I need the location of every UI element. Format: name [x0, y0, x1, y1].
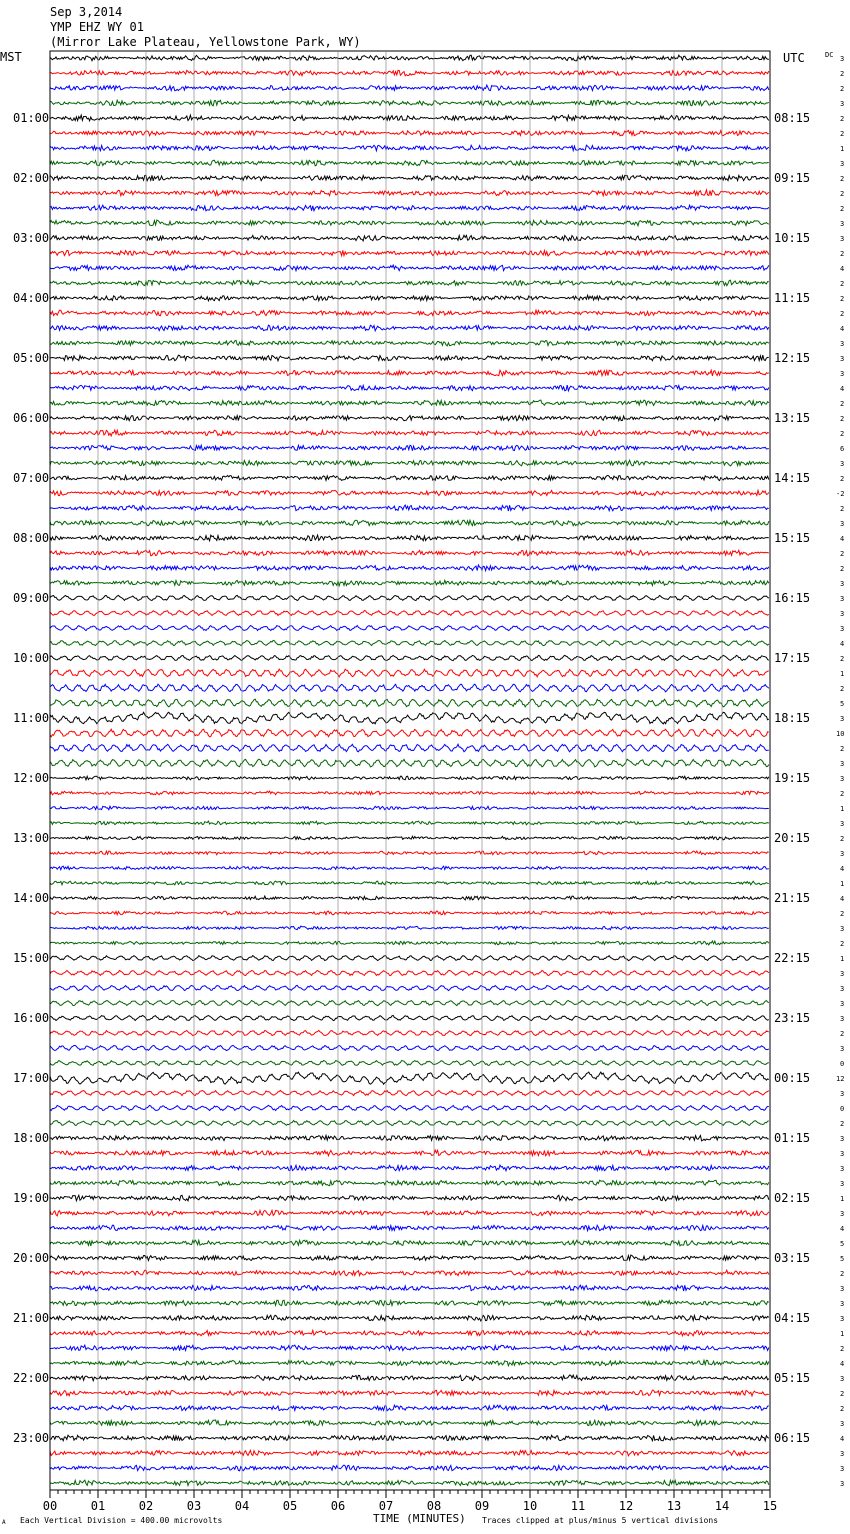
- utc-hour-label: 12:15: [774, 351, 811, 365]
- header-date: Sep 3,2014: [50, 5, 123, 19]
- utc-hour-label: 23:15: [774, 1011, 811, 1025]
- dc-offset-label: 2: [840, 175, 845, 183]
- trace-row: [50, 881, 769, 885]
- dc-offset-label: 3: [840, 1285, 845, 1293]
- dc-offset-label: 3: [840, 1045, 845, 1053]
- trace-row: [50, 611, 769, 616]
- dc-offset-label: 3: [840, 820, 845, 828]
- dc-offset-label: 3: [840, 55, 845, 63]
- dc-offset-label: 2: [840, 685, 845, 693]
- trace-row: [50, 115, 769, 121]
- trace-row: [50, 250, 769, 256]
- trace-row: [50, 1465, 769, 1471]
- trace-row: [50, 1480, 769, 1486]
- dc-offset-label: 2: [840, 1030, 845, 1038]
- trace-row: [50, 776, 769, 780]
- dc-offset-label: 1: [840, 1195, 845, 1203]
- trace-row: [50, 712, 769, 724]
- trace-row: [50, 1061, 769, 1066]
- dc-offset-label: 4: [840, 865, 845, 873]
- mst-hour-label: 17:00: [13, 1071, 50, 1085]
- trace-row: [50, 145, 769, 151]
- x-tick-label: 09: [474, 1499, 490, 1513]
- dc-offset-label: 0: [840, 1060, 845, 1068]
- dc-offset-label: 4: [840, 1435, 845, 1443]
- mst-hour-label: 16:00: [13, 1011, 50, 1025]
- trace-row: [50, 1046, 769, 1051]
- dc-offset-label: 3: [840, 970, 845, 978]
- dc-offset-label: 3: [840, 235, 845, 243]
- dc-offset-label: 2: [840, 1390, 845, 1398]
- x-tick-label: 10: [522, 1499, 538, 1513]
- dc-offset-label: 3: [840, 985, 845, 993]
- trace-row: [50, 1405, 769, 1411]
- dc-offset-label: 3: [840, 1300, 845, 1308]
- trace-row: [50, 699, 769, 707]
- dc-offset-label: 2: [840, 745, 845, 753]
- trace-row: [50, 1375, 769, 1381]
- dc-offset-label: 2: [840, 310, 845, 318]
- dc-offset-label: 2: [840, 70, 845, 78]
- trace-row: [50, 956, 769, 961]
- trace-area: [50, 55, 769, 1486]
- trace-row: [50, 430, 769, 436]
- x-tick-label: 03: [186, 1499, 202, 1513]
- trace-row: [50, 55, 769, 61]
- header-station: YMP EHZ WY 01: [50, 20, 144, 34]
- dc-offset-label: 3: [840, 1165, 845, 1173]
- dc-offset-label: 3: [840, 355, 845, 363]
- utc-hour-labels: [774, 51, 810, 1445]
- trace-row: [50, 1330, 769, 1335]
- dc-offset-label: 4: [840, 640, 845, 648]
- dc-offset-label: 1: [840, 880, 845, 888]
- dc-offset-label: 1: [840, 1330, 845, 1338]
- dc-offset-label: 2: [840, 1345, 845, 1353]
- trace-row: [50, 310, 769, 316]
- mst-hour-label: 02:00: [13, 171, 50, 185]
- trace-row: [50, 340, 769, 346]
- utc-hour-label: 01:15: [774, 1131, 811, 1145]
- dc-offset-label: 3: [840, 1015, 845, 1023]
- dc-offset-label: 3: [840, 370, 845, 378]
- x-tick-label: 08: [426, 1499, 442, 1513]
- mst-hour-label: 21:00: [13, 1311, 50, 1325]
- dc-offset-label: 2: [840, 550, 845, 558]
- x-axis: [43, 1490, 777, 1513]
- dc-offset-label: 3: [840, 340, 845, 348]
- trace-row: [50, 941, 769, 945]
- dc-offset-label: 2: [840, 85, 845, 93]
- dc-offset-label: 3: [840, 775, 845, 783]
- dc-offset-label: 2: [840, 115, 845, 123]
- dc-offset-label: 3: [840, 760, 845, 768]
- utc-hour-label: 16:15: [774, 591, 811, 605]
- trace-row: [50, 791, 769, 795]
- trace-row: [50, 235, 769, 241]
- trace-row: [50, 1120, 769, 1125]
- dc-offset-label: 4: [840, 265, 845, 273]
- dc-offset-label: 2: [840, 430, 845, 438]
- dc-offset-label: 4: [840, 385, 845, 393]
- trace-row: [50, 505, 769, 511]
- dc-offset-label: 1: [840, 805, 845, 813]
- trace-row: [50, 595, 769, 600]
- trace-row: [50, 1001, 769, 1006]
- trace-row: [50, 1255, 769, 1260]
- utc-hour-label: 20:15: [774, 831, 811, 845]
- mst-hour-label: 10:00: [13, 651, 50, 665]
- x-tick-label: 15: [762, 1499, 778, 1513]
- trace-row: [50, 896, 769, 900]
- dc-offset-label: 2: [840, 940, 845, 948]
- dc-offset-label: 3: [840, 1315, 845, 1323]
- dc-offset-label: 3: [840, 1090, 845, 1098]
- x-tick-label: 11: [570, 1499, 586, 1513]
- x-tick-label: 13: [666, 1499, 682, 1513]
- trace-row: [50, 490, 769, 495]
- dc-offset-label: 4: [840, 1360, 845, 1368]
- dc-offset-label: 3: [840, 1375, 845, 1383]
- mst-hour-label: 13:00: [13, 831, 50, 845]
- trace-row: [50, 866, 769, 870]
- trace-row: [50, 1420, 769, 1426]
- mst-hour-label: 08:00: [13, 531, 50, 545]
- dc-offset-label: 2: [840, 790, 845, 798]
- dc-offset-label: 3: [840, 460, 845, 468]
- dc-offset-label: 3: [840, 520, 845, 528]
- dc-offset-label: 2: [840, 910, 845, 918]
- dc-offset-label: 3: [840, 625, 845, 633]
- dc-offset-labels: [836, 55, 844, 1488]
- dc-offset-label: 3: [840, 1465, 845, 1473]
- dc-offset-label: 3: [840, 1150, 845, 1158]
- trace-row: [50, 400, 769, 405]
- trace-row: [50, 295, 769, 301]
- utc-hour-label: 03:15: [774, 1251, 811, 1265]
- dc-offset-label: 3: [840, 850, 845, 858]
- trace-row: [50, 100, 769, 106]
- dc-offset-label: 2: [840, 1270, 845, 1278]
- trace-row: [50, 1105, 769, 1110]
- trace-row: [50, 385, 769, 391]
- trace-row: [50, 1270, 769, 1276]
- trace-row: [50, 1240, 769, 1246]
- trace-row: [50, 836, 769, 840]
- dc-offset-label: 4: [840, 1225, 845, 1233]
- utc-hour-label: 10:15: [774, 231, 811, 245]
- trace-row: [50, 1300, 769, 1306]
- mst-hour-label: 15:00: [13, 951, 50, 965]
- mst-hour-label: 22:00: [13, 1371, 50, 1385]
- x-tick-label: 04: [234, 1499, 250, 1513]
- trace-row: [50, 1435, 769, 1441]
- mst-hour-label: 03:00: [13, 231, 50, 245]
- dc-offset-label: 2: [840, 835, 845, 843]
- dc-offset-label: 2: [840, 205, 845, 213]
- trace-row: [50, 1016, 769, 1021]
- x-tick-label: 14: [714, 1499, 730, 1513]
- mst-hour-label: 05:00: [13, 351, 50, 365]
- mst-hour-label: 20:00: [13, 1251, 50, 1265]
- dc-offset-label: 2: [840, 655, 845, 663]
- trace-row: [50, 1195, 769, 1201]
- dc-offset-label: 4: [840, 535, 845, 543]
- dc-offset-label: 4: [840, 325, 845, 333]
- mst-hour-label: 06:00: [13, 411, 50, 425]
- dc-offset-label: 3: [840, 925, 845, 933]
- trace-row: [50, 325, 769, 331]
- dc-offset-label: 2: [840, 415, 845, 423]
- utc-hour-label: 17:15: [774, 651, 811, 665]
- dc-offset-label: 3: [840, 160, 845, 168]
- mst-hour-label: 14:00: [13, 891, 50, 905]
- dc-offset-label: 2: [840, 400, 845, 408]
- utc-hour-label: 06:15: [774, 1431, 811, 1445]
- dc-offset-label: 2: [840, 475, 845, 483]
- trace-row: [50, 1031, 769, 1036]
- dc-offset-label: 3: [840, 1450, 845, 1458]
- trace-row: [50, 744, 769, 752]
- dc-offset-label: 3: [840, 100, 845, 108]
- trace-row: [50, 565, 769, 571]
- utc-hour-label: 02:15: [774, 1191, 811, 1205]
- dc-column-label: DC: [825, 51, 834, 59]
- trace-row: [50, 280, 769, 286]
- trace-row: [50, 926, 769, 930]
- utc-hour-label: UTC: [783, 51, 805, 65]
- mst-hour-label: 01:00: [13, 111, 50, 125]
- dc-offset-label: 2: [840, 1405, 845, 1413]
- trace-row: [50, 190, 769, 196]
- trace-row: [50, 684, 769, 692]
- trace-row: [50, 550, 769, 556]
- dc-offset-label: 2: [840, 250, 845, 258]
- left-axis-label: MST: [0, 50, 22, 64]
- dc-offset-label: -2: [836, 490, 845, 498]
- trace-row: [50, 625, 769, 630]
- dc-offset-label: 3: [840, 1480, 845, 1488]
- trace-row: [50, 1180, 769, 1185]
- trace-row: [50, 1090, 769, 1095]
- x-axis-title: TIME (MINUTES): [373, 1512, 466, 1525]
- mst-hour-label: 09:00: [13, 591, 50, 605]
- footer-clip-note: Traces clipped at plus/minus 5 vertical divisions: [482, 1516, 719, 1525]
- dc-offset-label: 12: [836, 1075, 845, 1083]
- dc-offset-label: 2: [840, 505, 845, 513]
- utc-hour-label: 05:15: [774, 1371, 811, 1385]
- dc-offset-label: 3: [840, 1210, 845, 1218]
- dc-offset-label: 3: [840, 1420, 845, 1428]
- trace-row: [50, 460, 769, 466]
- trace-row: [50, 175, 769, 181]
- trace-row: [50, 265, 769, 271]
- x-tick-label: 00: [42, 1499, 58, 1513]
- x-tick-label: 02: [138, 1499, 154, 1513]
- trace-row: [50, 205, 769, 211]
- dc-offset-label: 0: [840, 1105, 845, 1113]
- dc-offset-label: 10: [836, 730, 845, 738]
- utc-hour-label: 04:15: [774, 1311, 811, 1325]
- dc-offset-label: 5: [840, 1255, 845, 1263]
- dc-offset-label: 3: [840, 610, 845, 618]
- dc-offset-label: 5: [840, 1240, 845, 1248]
- dc-offset-label: 5: [840, 700, 845, 708]
- dc-offset-label: 6: [840, 445, 845, 453]
- trace-row: [50, 1225, 769, 1230]
- trace-row: [50, 160, 769, 166]
- utc-hour-label: 14:15: [774, 471, 811, 485]
- dc-offset-label: 3: [840, 595, 845, 603]
- trace-row: [50, 729, 769, 737]
- x-tick-label: 01: [90, 1499, 106, 1513]
- trace-row: [50, 985, 769, 990]
- utc-hour-label: 13:15: [774, 411, 811, 425]
- trace-row: [50, 1450, 769, 1455]
- mst-hour-label: 12:00: [13, 771, 50, 785]
- trace-row: [50, 220, 769, 226]
- dc-offset-label: 3: [840, 1180, 845, 1188]
- trace-row: [50, 1072, 769, 1084]
- mst-hour-label: 04:00: [13, 291, 50, 305]
- trace-row: [50, 759, 769, 767]
- utc-hour-label: 00:15: [774, 1071, 811, 1085]
- dc-offset-label: 3: [840, 715, 845, 723]
- trace-row: [50, 445, 769, 450]
- trace-row: [50, 669, 769, 677]
- footer-scale-note: Each Vertical Division = 400.00 microvolts: [20, 1516, 223, 1525]
- trace-row: [50, 85, 769, 91]
- trace-row: [50, 1165, 769, 1171]
- trace-row: [50, 1285, 769, 1291]
- dc-offset-label: 2: [840, 1120, 845, 1128]
- utc-hour-label: 11:15: [774, 291, 811, 305]
- mst-hour-label: 23:00: [13, 1431, 50, 1445]
- x-tick-label: 12: [618, 1499, 634, 1513]
- trace-row: [50, 640, 769, 645]
- dc-offset-label: 3: [840, 1000, 845, 1008]
- mst-hour-label: 19:00: [13, 1191, 50, 1205]
- trace-row: [50, 806, 769, 810]
- dc-offset-label: 1: [840, 955, 845, 963]
- dc-offset-label: 1: [840, 145, 845, 153]
- trace-row: [50, 1210, 769, 1216]
- dc-offset-label: 2: [840, 295, 845, 303]
- footer-mark: A: [2, 1519, 6, 1526]
- mst-hour-labels: [13, 111, 49, 1445]
- mst-hour-label: 18:00: [13, 1131, 50, 1145]
- trace-row: [50, 1345, 769, 1351]
- x-tick-label: 07: [378, 1499, 394, 1513]
- utc-hour-label: 15:15: [774, 531, 811, 545]
- trace-row: [50, 1315, 769, 1321]
- trace-row: [50, 911, 769, 915]
- trace-row: [50, 355, 769, 361]
- mst-hour-label: 07:00: [13, 471, 50, 485]
- dc-offset-label: 2: [840, 565, 845, 573]
- utc-hour-label: 19:15: [774, 771, 811, 785]
- x-tick-label: 06: [330, 1499, 346, 1513]
- trace-row: [50, 821, 769, 825]
- dc-offset-label: 3: [840, 220, 845, 228]
- utc-hour-label: 18:15: [774, 711, 811, 725]
- trace-row: [50, 1390, 769, 1396]
- trace-row: [50, 130, 769, 135]
- header-location: (Mirror Lake Plateau, Yellowstone Park, WY): [50, 35, 361, 49]
- utc-hour-label: 22:15: [774, 951, 811, 965]
- dc-offset-label: 2: [840, 130, 845, 138]
- utc-hour-label: 08:15: [774, 111, 811, 125]
- dc-offset-label: 2: [840, 190, 845, 198]
- trace-row: [50, 416, 769, 421]
- trace-row: [50, 580, 769, 585]
- trace-row: [50, 520, 769, 526]
- dc-offset-label: 3: [840, 580, 845, 588]
- trace-row: [50, 1360, 769, 1365]
- trace-row: [50, 655, 769, 660]
- trace-row: [50, 1150, 769, 1156]
- dc-offset-label: 4: [840, 895, 845, 903]
- trace-row: [50, 70, 769, 75]
- utc-hour-label: 21:15: [774, 891, 811, 905]
- trace-row: [50, 475, 769, 480]
- mst-hour-label: 11:00: [13, 711, 50, 725]
- dc-offset-label: 1: [840, 670, 845, 678]
- trace-row: [50, 970, 769, 975]
- trace-row: [50, 370, 769, 376]
- dc-offset-label: 3: [840, 1135, 845, 1143]
- trace-row: [50, 1135, 769, 1141]
- trace-row: [50, 851, 769, 855]
- trace-row: [50, 535, 769, 541]
- dc-offset-label: 2: [840, 280, 845, 288]
- x-tick-label: 05: [282, 1499, 298, 1513]
- utc-hour-label: 09:15: [774, 171, 811, 185]
